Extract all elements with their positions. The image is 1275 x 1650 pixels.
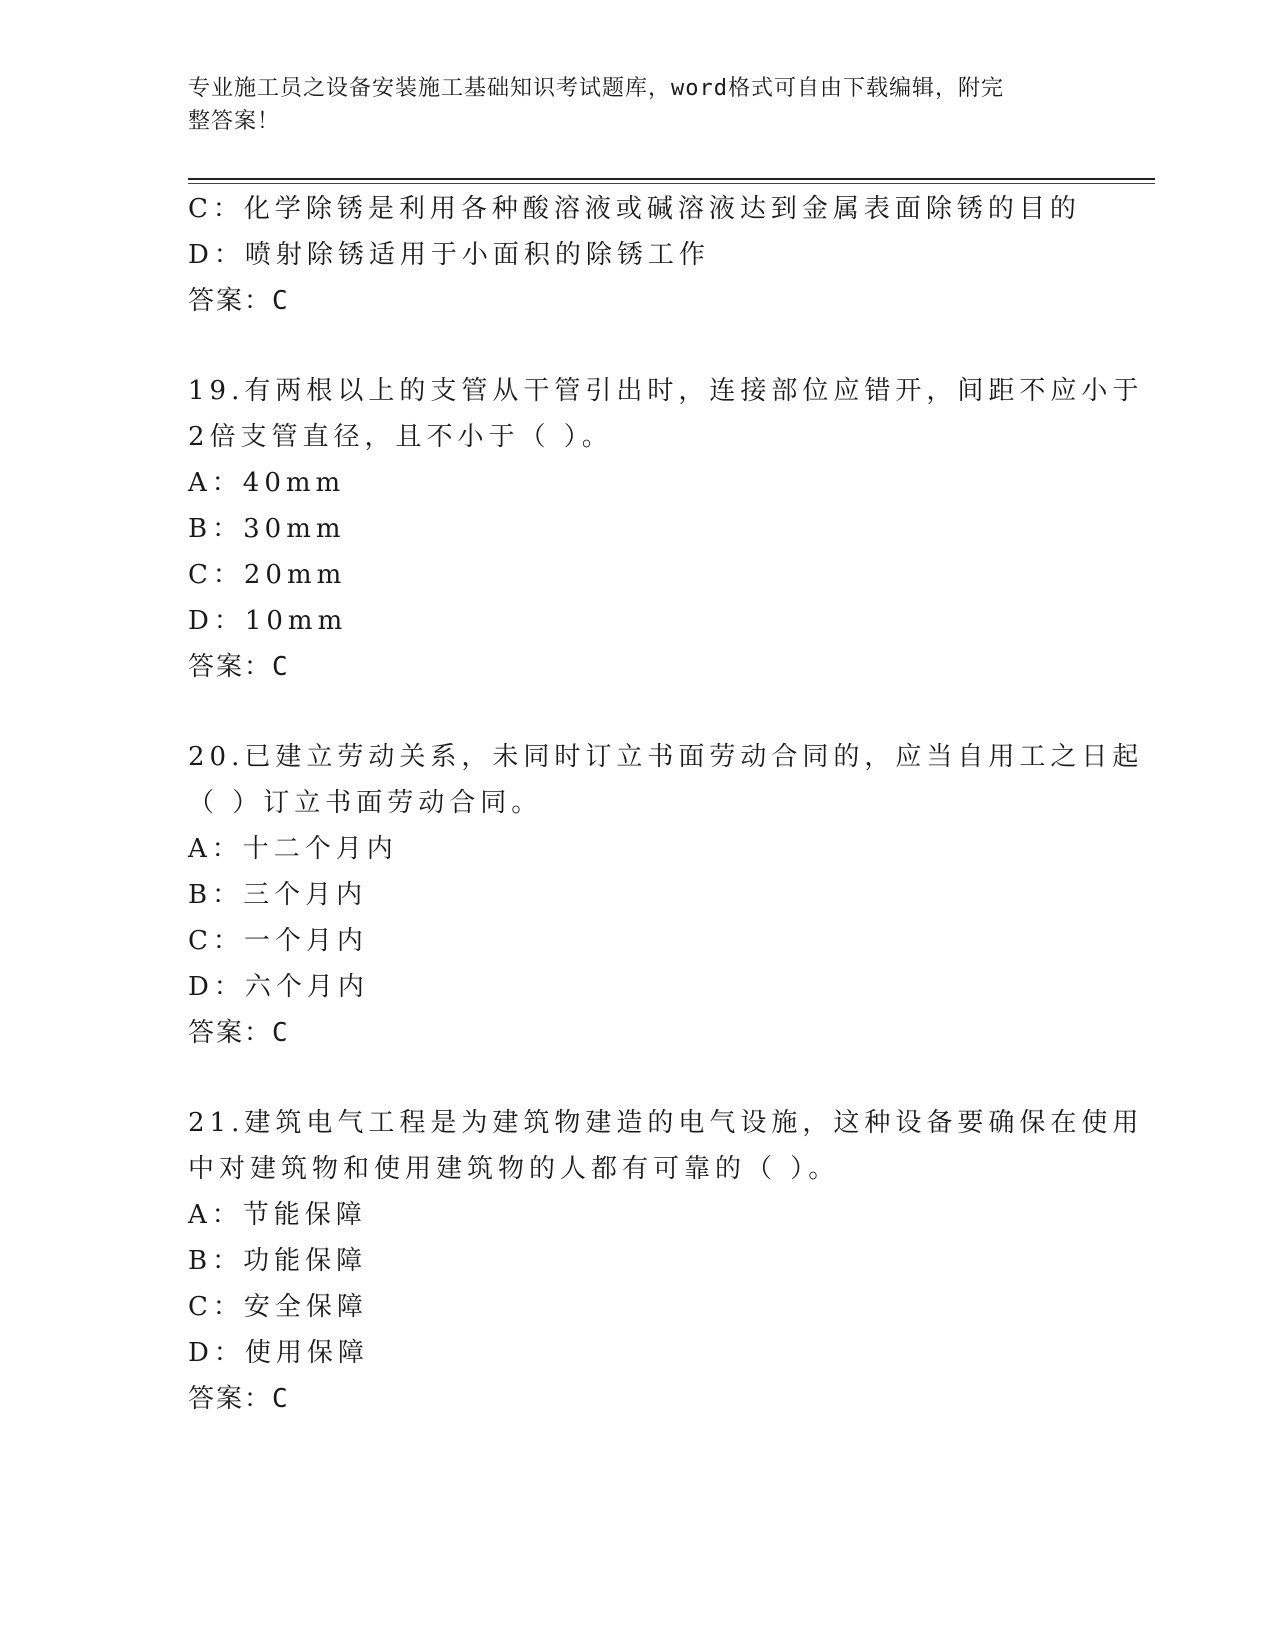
answer-line: 答案：C	[188, 286, 290, 316]
option-a: A：节能保障	[188, 1200, 367, 1230]
option-d: D：六个月内	[188, 972, 369, 1002]
option-c: C：化学除锈是利用各种酸溶液或碱溶液达到金属表面除锈的目的	[188, 194, 1081, 224]
question-block-prev	[188, 186, 1088, 324]
answer-line: 答案：C	[188, 1384, 290, 1414]
answer-line: 答案：C	[188, 652, 290, 682]
header-divider-thick	[188, 178, 1155, 180]
option-c: C：一个月内	[188, 926, 368, 956]
option-b: B：三个月内	[188, 880, 368, 910]
option-c: C：20mm	[188, 560, 347, 590]
spacer	[188, 1056, 1088, 1100]
option-c: C：安全保障	[188, 1292, 368, 1322]
question-list	[188, 186, 1144, 1422]
spacer	[188, 324, 1088, 368]
option-d: D：喷射除锈适用于小面积的除锈工作	[188, 240, 710, 270]
option-a: A：40mm	[188, 468, 346, 498]
question-block-20	[188, 734, 1144, 1056]
option-d: D：使用保障	[188, 1338, 369, 1368]
question-block-21	[188, 1100, 1144, 1422]
option-a: A：十二个月内	[188, 834, 398, 864]
question-stem-cont: 中对建筑物和使用建筑物的人都有可靠的（ ）。	[188, 1154, 840, 1184]
option-d: D：10mm	[188, 606, 348, 636]
question-block-19	[188, 368, 1144, 690]
document-header	[188, 72, 1068, 138]
question-stem: 21.建筑电气工程是为建筑物建造的电气设施，这种设备要确保在使用	[188, 1108, 1144, 1138]
question-stem-cont: （ ）订立书面劳动合同。	[188, 788, 543, 818]
spacer	[188, 690, 1088, 734]
header-line-2: 整答案！	[188, 109, 281, 134]
option-b: B：30mm	[188, 514, 346, 544]
header-divider-thin	[188, 183, 1155, 184]
option-b: B：功能保障	[188, 1246, 368, 1276]
header-line-1: 专业施工员之设备安装施工基础知识考试题库，word格式可自由下载编辑，附完	[188, 76, 1004, 101]
question-stem-cont: 2倍支管直径，且不小于（ ）。	[188, 422, 613, 452]
answer-line: 答案：C	[188, 1018, 290, 1048]
question-stem: 19.有两根以上的支管从干管引出时，连接部位应错开，间距不应小于	[188, 376, 1144, 406]
question-stem: 20.已建立劳动关系，未同时订立书面劳动合同的，应当自用工之日起	[188, 742, 1144, 772]
